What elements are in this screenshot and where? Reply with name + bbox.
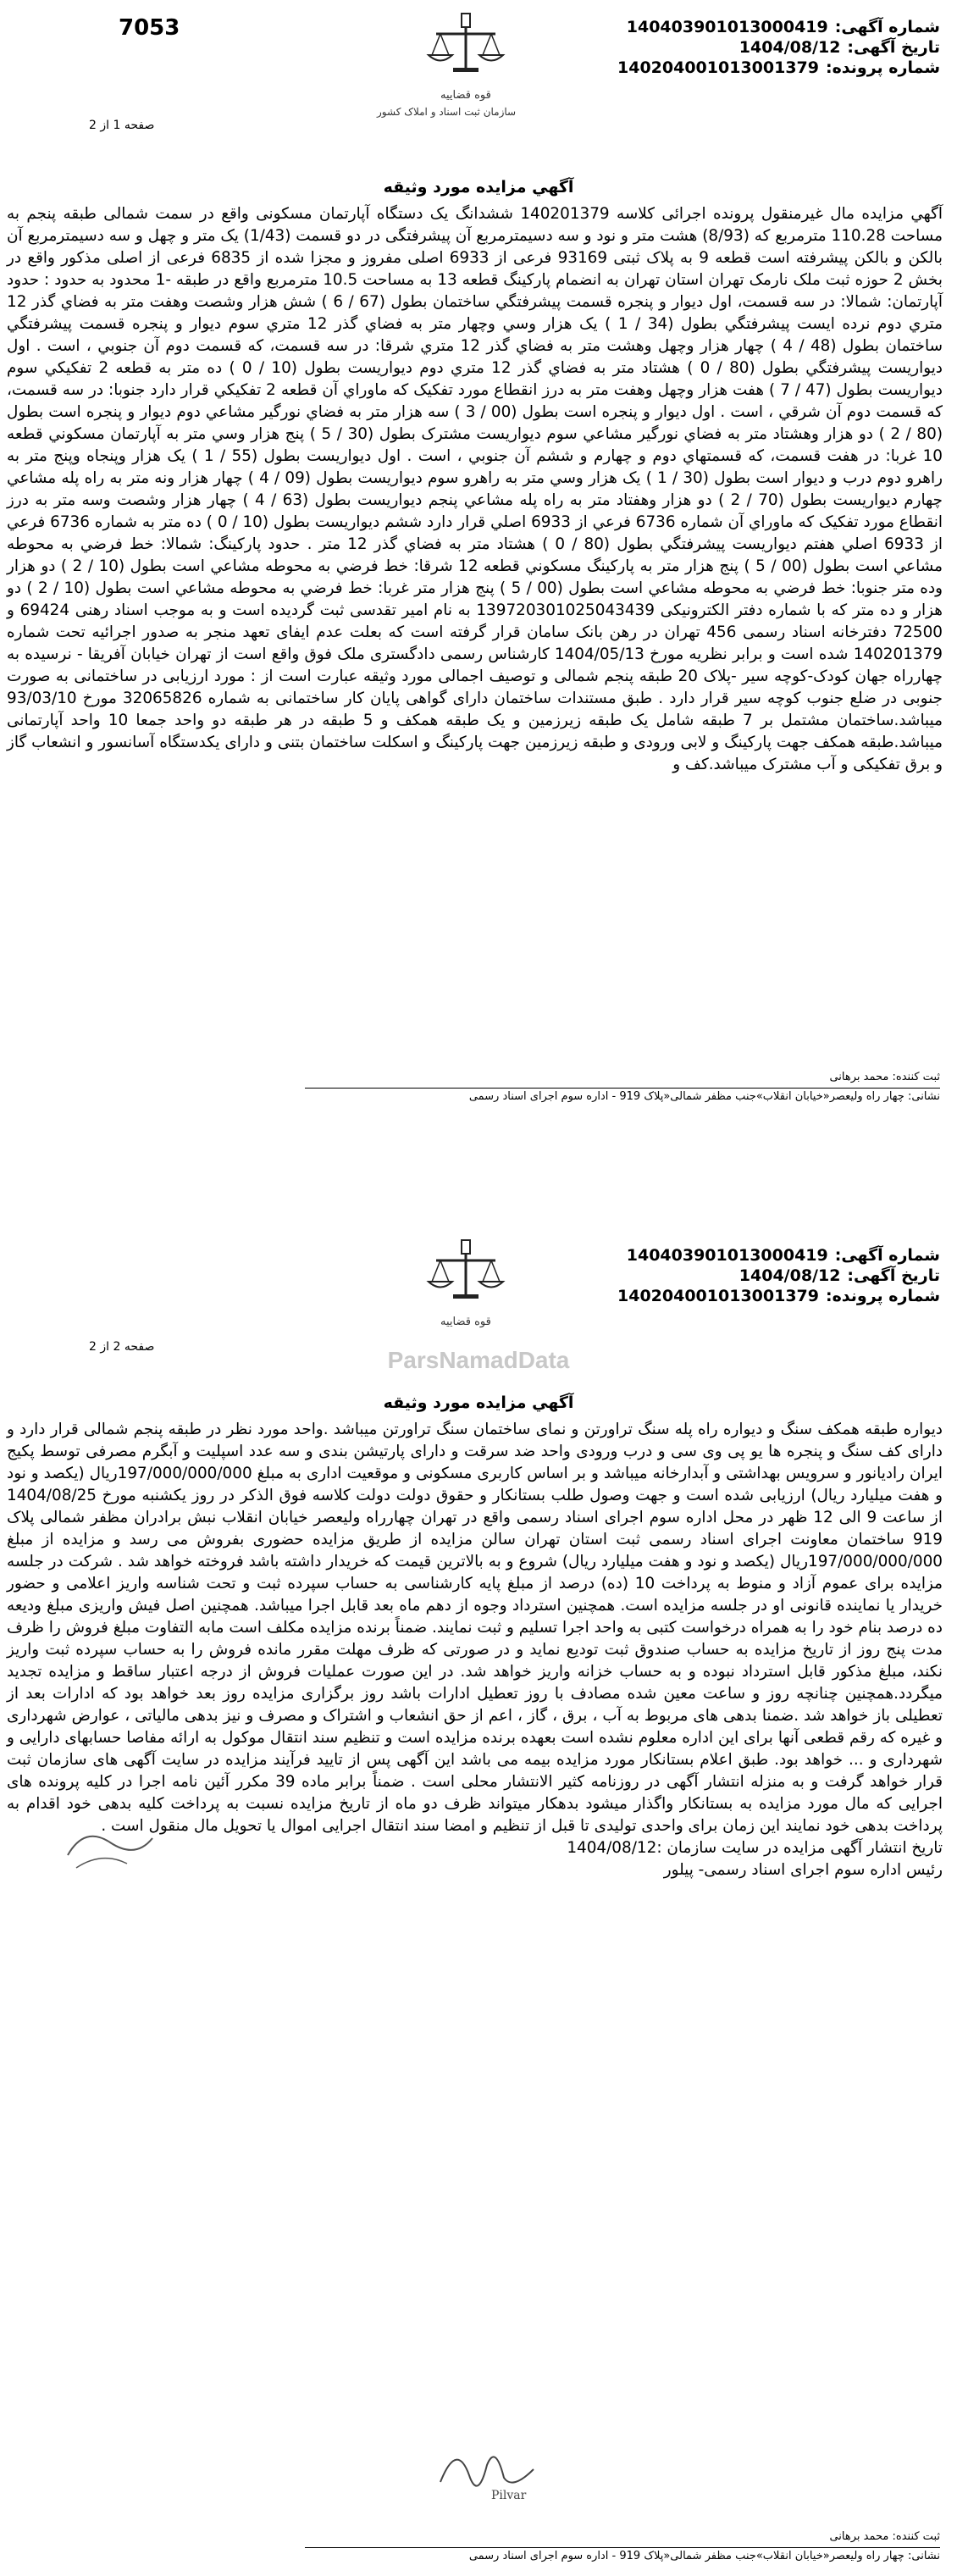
judiciary-emblem-icon [415, 1235, 517, 1316]
signature-icon [423, 2431, 550, 2507]
notice-page-2 [0, 1228, 957, 2567]
ad-code: 140403901013000419 [626, 1246, 828, 1265]
ad-header [601, 17, 940, 78]
ad-code-label: شماره آگهی: [834, 1246, 940, 1265]
notice-body [7, 203, 943, 776]
office-address: چهار راه وليعصر«خيابان انقلاب»جنب مظفر شمالی«پلاک 919 - اداره سوم اجرای اسناد رسمی [468, 1090, 904, 1103]
ad-date-label: تاریخ آگهی: [847, 1266, 940, 1285]
notice-title: آگهي مزايده مورد وثيقه [383, 178, 574, 197]
ad-date: 1404/08/12 [738, 1266, 841, 1285]
office-stamp-icon [59, 1821, 161, 1881]
case-number: 140204001013001379 [617, 1287, 819, 1305]
registrar-label: ثبت کننده: [892, 2530, 940, 2543]
ad-number: 7053 [119, 15, 180, 41]
case-number-label: شماره پرونده: [825, 58, 940, 77]
registrar-name: محمد برهانی [829, 2530, 889, 2543]
registrar-label: ثبت کننده: [892, 1071, 940, 1083]
page-indicator: صفحه 2 از 2 [89, 1340, 155, 1354]
office-head-line: رئيس اداره سوم اجرای اسناد رسمی- پيلور [663, 1861, 943, 1879]
notice-title: آگهي مزايده مورد وثيقه [383, 1393, 574, 1412]
office-address: چهار راه وليعصر«خيابان انقلاب»جنب مظفر شمالی«پلاک 919 - اداره سوم اجرای اسناد رسمی [468, 2550, 904, 2562]
page-indicator: صفحه 1 از 2 [89, 119, 155, 132]
watermark-text: ParsNamadData [387, 1347, 570, 1373]
notice-footer [178, 1069, 940, 1105]
ad-header [601, 1245, 940, 1306]
judiciary-emblem-icon [415, 8, 517, 89]
registrar-name: محمد برهانی [829, 1071, 889, 1083]
address-label: نشانی: [907, 2550, 940, 2562]
ad-date: 1404/08/12 [738, 38, 841, 57]
ad-code-label: شماره آگهی: [834, 18, 940, 36]
notice-page-1 [0, 0, 957, 1118]
publish-date-line: تاريخ انتشار آگهی مزايده در سايت سازمان :1404/08/12 [567, 1839, 943, 1857]
notice-paragraph: آگهي مزايده مال غيرمنقول پرونده اجرائی کلاسه 140201379 ششدانگ يک دستگاه آپارتمان مسکونی واقع در سمت شمالی طبقه پنجم به مساحت 110.28 مترمربع که (8/93) هشت متر و نود و سه دسيمترمربع آن پيشرفتگی در دو قسمت (1/43) يک متر و چهل و سه دسيمترمربع آن بالکن و بالکن پيشرفته است قطعه 9 به پلاک ثبتی 93169 فرعی از 6933 اصلی مفروز و مجزا شده از 6835 فرعی از اصلی مذکور واقع در بخش 2 حوزه ثبت ملک نارمک تهران استان تهران به انضمام پارکينگ قطعه 13 به مساحت 10.5 مترمربع واقع در طبقه -1 محدود به حدود : حدود آپارتمان: شمالا: در سه قسمت، اول ديوار و پنجره قسمت پيشرفتگي ساختمان بطول (67 / 6 ) شش هزار وشصت وهفت متر به فضاي گذر 12 متري دوم نرده ايست پيشرفتگي بطول (34 / 1 ) يک هزار وسي وچهار متر به فضاي گذر 12 متري سوم ديوار و پنجره قسمت پيشرفتگي ساختمان بطول (48 / 4 ) چهار هزار وچهل وهشت متر به فضاي گذر 12 متري شرقا: در سه قسمت، که قسمت دوم آن جنوبي ، است . اول ديواريست پيشرفتگي بطول (80 / 0 ) هشتاد متر به فضاي گذر 12 متري دوم ديواريست بطول (10 / 0 ) ده متر به قطعه 2 تفکيکي سوم ديواريست بطول (47 / 7 ) هفت هزار وچهل وهفت متر به درز انقطاع مورد تفکيک که ماوراي آن قطعه 2 تفکيکي قرار دارد جنوبا: در سه قسمت، که قسمت دوم آن شرقي ، است . اول ديوار و پنجره است بطول (00 / 3 ) سه هزار متر به فضاي نورگير مشاعي دوم ديوار و پنجره است بطول (80 / 2 ) دو هزار وهشتاد متر به فضاي نورگير مشاعي سوم ديواريست مشترک بطول (30 / 5 ) پنج هزار وسي متر به آپارتمان مسکوني قطعه 10 غربا: در هفت قسمت، که قسمتهاي دوم و چهارم و ششم آن جنوبي ، است . اول ديواريست بطول (55 / 1 ) يک هزار وپنجاه وپنج متر به راهرو دوم درب و ديوار است بطول (30 / 1 ) يک هزار وسي متر به راهرو سوم ديواريست بطول (09 / 4 ) چهار هزار ونه متر به راه پله مشاعي چهارم ديواريست بطول (70 / 2 ) دو هزار وهفتاد متر به راه پله مشاعي پنجم ديواريست بطول (63 / 4 ) چهار هزار وشصت وسه متر به درز انقطاع مورد تفکيک که ماوراي آن شماره 6736 فرعي از 6933 اصلي قرار دارد ششم ديواريست بطول (10 / 0 ) ده متر به شماره 6736 فرعي از 6933 اصلي هفتم ديواريست پيشرفتگي بطول (80 / 0 ) هشتاد متر به فضاي گذر 12 متر . حدود پارکينگ: شمالا: خط فرضي به محوطه مشاعي است بطول (00 / 5 ) پنج هزار متر به پارکينگ مسکوني قطعه 12 شرقا: خط فرضي به محوطه مشاعي است بطول (10 / 2 ) دو هزار وده متر جنوبا: خط فرضي به محوطه مشاعي است بطول (00 / 5 ) پنج هزار متر غربا: خط فرضي به محوطه مشاعي است بطول (10 / 2 ) دو هزار و ده متر که با شماره دفتر الکترونيکی 139720301025043439 به نام امير تقدسی ثبت گرديده است و به موجب اسناد رهنی 69424 و 72500 دفترخانه اسناد رسمی 456 تهران در رهن بانک سامان قرار گرفته است که بعلت عدم ايفای تعهد منجر به صدور اجرائيه تحت شماره 140201379 شده است و برابر نظريه مورخ 1404/05/13 کارشناس رسمی دادگستری ملک فوق واقع است از تهران خيابان آفريقا - نرسيده به چهارراه جهان کودک-کوچه سير -پلاک 20 طبقه پنجم شمالی و توصيف اجمالی مورد وثيقه عبارت است از : مورد ارزيابی در ساختمانی به صورت جنوبی در ضلع جنوب کوچه سير قرار دارد . طبق مستندات ساختمان دارای گواهی پايان کار ساختمانی به شماره 32065826 مورخ 93/03/10 ميباشد.ساختمان مشتمل بر 7 طبقه شامل يک طبقه زيرزمين و يک طبقه همکف و 5 طبقه در هر طبقه دو واحد جمعا 10 واحد آپارتمانی ميباشد.طبقه همکف جهت پارکينگ و لابی ورودی و طبقه زيرزمين جهت پارکينگ و اسکلت ساختمان بتنی و دارای يکدستگاه آسانسور و انشعاب گاز و برق تفکيکی و آب مشترک ميباشد.کف و [7, 205, 943, 773]
signature-text: Pilvar [491, 2489, 527, 2502]
org-caption: قوه قضاییه [440, 1316, 491, 1328]
case-number: 140204001013001379 [617, 58, 819, 77]
notice-footer [178, 2529, 940, 2565]
notice-body [7, 1419, 943, 1881]
ad-code: 140403901013000419 [626, 18, 828, 36]
ad-date-label: تاریخ آگهی: [847, 38, 940, 57]
case-number-label: شماره پرونده: [825, 1287, 940, 1305]
org-subcaption: سازمان ثبت اسناد و املاک کشور [377, 106, 517, 118]
address-label: نشانی: [907, 1090, 940, 1103]
notice-paragraph: ديواره طبقه همکف سنگ و ديواره راه پله سنگ تراورتن و نمای ساختمان سنگ تراورتن ميباشد .واحد مورد نظر در طبقه پنجم شمالی قرار دارد و دارای کف سنگ و پنجره ها يو پی وی سی و درب ورودی واحد ضد سرقت و دارای پارتيشن بندی و سه عدد اسپليت و آبگرم مصرفی توسط پکيج ايران راديانور و سرويس بهداشتی و آبدارخانه ميباشد و بر اساس کاربری مسکونی و موقعيت اداری به مبلغ 197/000/000/000ريال (يکصد و نود و هفت ميليارد ريال) ارزيابی شده است و جهت وصول طلب بستانکار و حقوق دولت دولت کلاسه فوق الذکر در روز يکشنبه مورخ 1404/08/25 از ساعت 9 الی 12 ظهر در محل اداره سوم اجرای اسناد رسمی واقع در تهران چهارراه وليعصر خيابان انقلاب نبش برادران مظفر شمالی پلاک 919 ساختمان معاونت اجرای اسناد رسمی ثبت استان تهران سالن مزايده از طريق مزايده حضوری بفروش می رسد و مزايده از مبلغ 197/000/000/000ريال (يکصد و نود و هفت ميليارد ريال) شروع و به بالاترين قيمت که خريدار داشته باشد فروخته خواهد شد . شرکت در جلسه مزايده برای عموم آزاد و منوط به پرداخت 10 (ده) درصد از مبلغ پايه کارشناسی به حساب سپرده ثبت و تحت شناسه واريز اعلامی و حضور خريدار يا نماينده قانونی او در جلسه مزايده است. همچنين استرداد وجوه از دهم ماه بعد قابل اجرا ميباشد. همچنين اصل فيش واريزی مبلغ وديعه ده درصد بنام خود را به همراه درخواست کتبی به واحد اجرا تسليم و ثبت نمايند. ضمناً برنده مزايده مکلف است مابه التفاوت مبلغ فروش را ظرف مدت پنج روز از تاريخ مزايده به حساب صندوق ثبت توديع نمايد و در صورتی که ظرف مهلت مقرر مانده فروش را به حساب سپرده ثبت واريز نکند، مبلغ مذکور قابل استرداد نبوده و به حساب خزانه واريز خواهد شد. در اين صورت عمليات فروش از درجه اعتبار ساقط و مزايده تجديد ميگردد.همچنين چنانچه روز و ساعت معين شده مصادف با روز تعطيل ادارات باشد روز برگزاری مزايده روز بعد خواهد بود که ادارات بعد از تعطيلی باز خواهد شد .ضمنا بدهی های مربوط به آب ، برق ، گاز ، اعم از حق انشعاب و اشتراک و مصرف و نيز بدهی مالياتی ، عوارض شهرداری و غيره که رقم قطعی آنها برای اين اداره معلوم نشده است بعهده برنده مزايده است و تنظيم سند انتقال موکول به ارائه مفاصا حسابهای دارايی و شهرداری و ... خواهد بود. طبق اعلام بستانکار مورد مزايده بيمه می باشد اين آگهی پس از تاييد فرآيند مزايده در سايت آگهی های سازمان ثبت قرار خواهد گرفت و به منزله انتشار آگهی در روزنامه کثير الانتشار محلی است . ضمناً برابر ماده 39 مکرر آئين نامه اجرا در کليه پرونده های اجرايی که مال مورد مزايده به بستانکار واگذار ميشود بدهکار ميتواند ظرف دو ماه از تاريخ مزايده نسبت به پرداخت کليه بدهی خود اقدام به پرداخت بدهی خود نمايند اين زمان برای واحدی توليدی تا قبل از تنظيم و امضا سند انتقال اجرايی اموال يا تحويل مال منقول است . [7, 1421, 943, 1835]
org-caption: قوه قضاییه [440, 89, 491, 102]
